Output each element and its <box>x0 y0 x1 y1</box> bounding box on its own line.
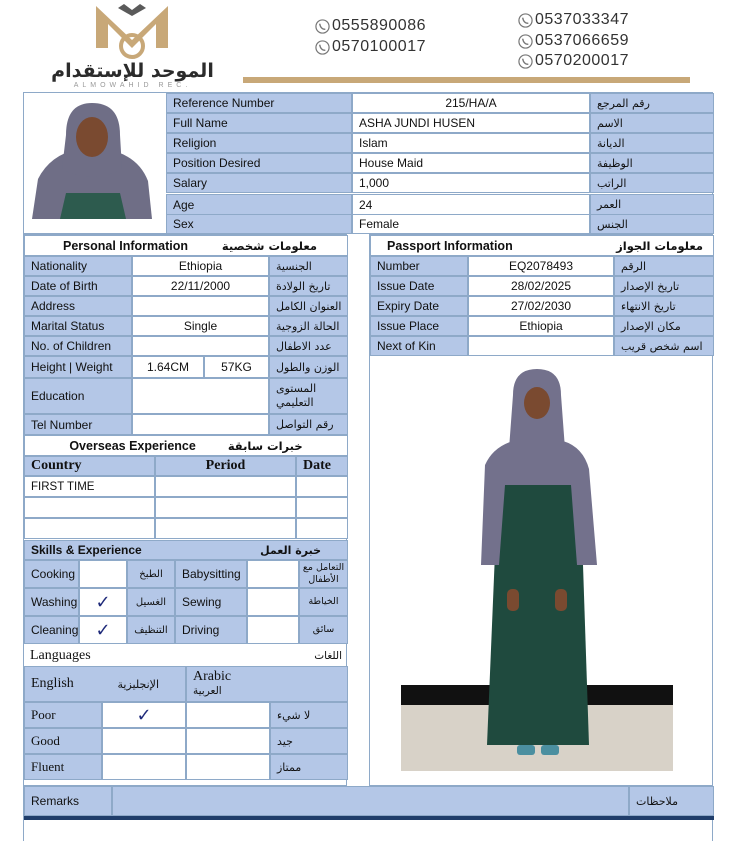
top-row-label-ar: الراتب <box>590 173 714 193</box>
top-row-value: 24 <box>352 194 590 215</box>
remarks-value <box>112 786 629 816</box>
overseas-col-date: Date <box>296 456 348 476</box>
overseas-header <box>24 435 348 456</box>
language-english-check <box>102 728 186 754</box>
phone-right-2 <box>518 32 629 50</box>
personal-row-label-ar: عدد الاطفال <box>269 336 348 356</box>
logo-emblem-icon <box>92 2 172 60</box>
personal-row-label: Date of Birth <box>24 276 132 296</box>
top-row-label: Age <box>166 194 352 215</box>
overseas-row-country: FIRST TIME <box>24 476 155 497</box>
skill-label-ar: التنظيف <box>127 616 175 644</box>
phone-number: 0537033347 <box>535 11 629 28</box>
skill-label-ar: الغسيل <box>127 588 175 616</box>
overseas-row-country <box>24 518 155 539</box>
passport-row-label: Expiry Date <box>370 296 468 316</box>
weight-value: 57KG <box>204 356 269 378</box>
skill-label-2: Driving <box>175 616 247 644</box>
personal-info-title-ar: معلومات شخصية <box>221 238 317 253</box>
height-value: 1.64CM <box>132 356 204 378</box>
language-level-label: Fluent <box>24 754 102 780</box>
passport-row-value: Ethiopia <box>468 316 614 336</box>
top-row-value: Female <box>352 214 590 234</box>
remarks-divider <box>24 816 714 820</box>
skill-label-ar-2 <box>299 588 348 616</box>
personal-row-label: Address <box>24 296 132 316</box>
skill-label-2: Sewing <box>175 588 247 616</box>
personal-row-label: Nationality <box>24 256 132 276</box>
education-ar-line2: التعليمي <box>276 396 314 409</box>
phone-icon <box>518 54 533 69</box>
overseas-row-period <box>155 476 296 497</box>
phone-icon <box>315 40 330 55</box>
skill-ar-line1: التعامل مع <box>302 562 345 573</box>
personal-row-label-ar: تاريخ الولادة <box>269 276 348 296</box>
language-level-label-ar: لا شيء <box>270 702 348 728</box>
passport-row-label: Issue Place <box>370 316 468 336</box>
tel-label: Tel Number <box>24 414 132 435</box>
skill-label: Cleaning <box>24 616 79 644</box>
skill-label: Washing <box>24 588 79 616</box>
skill-ar-line1: الخياطة <box>308 596 339 607</box>
top-row-label-ar: الوظيفة <box>590 153 714 173</box>
top-row-label: Salary <box>166 173 352 193</box>
top-row-label-ar: العمر <box>590 194 714 215</box>
education-label-ar <box>269 378 348 414</box>
remarks-label: Remarks <box>24 786 112 816</box>
arabic-column-header <box>186 666 348 702</box>
tel-value <box>132 414 269 435</box>
top-row-label: Reference Number <box>166 93 352 113</box>
overseas-col-period: Period <box>155 456 296 476</box>
overseas-row-country <box>24 497 155 518</box>
education-value <box>132 378 269 414</box>
passport-title-en: Passport Information <box>387 238 513 253</box>
overseas-title-en: Overseas Experience <box>69 438 196 453</box>
personal-info-title-en: Personal Information <box>63 238 189 253</box>
personal-row-value: 22/11/2000 <box>132 276 269 296</box>
skill-label-ar: الطبخ <box>127 560 175 588</box>
remarks-section <box>23 786 713 841</box>
overseas-title-ar: خبرات سابقة <box>227 438 303 453</box>
education-label: Education <box>24 378 132 414</box>
phone-left-1 <box>315 17 426 35</box>
skill-check-2 <box>247 588 299 616</box>
personal-row-value <box>132 296 269 316</box>
skill-label-ar-2 <box>299 616 348 644</box>
english-en: English <box>31 676 74 691</box>
languages-title-en: Languages <box>30 648 91 663</box>
skills-header <box>24 540 348 560</box>
personal-row-label-ar: العنوان الكامل <box>269 296 348 316</box>
language-arabic-check <box>186 754 270 780</box>
passport-row-label: Issue Date <box>370 276 468 296</box>
skill-label-2: Babysitting <box>175 560 247 588</box>
top-row-value: House Maid <box>352 153 590 173</box>
phone-number: 0537066659 <box>535 32 629 49</box>
personal-info-header <box>24 235 348 256</box>
phone-icon <box>518 34 533 49</box>
top-row-value: 1,000 <box>352 173 590 193</box>
phone-icon <box>315 19 330 34</box>
passport-row-value <box>468 336 614 356</box>
left-column <box>23 234 347 786</box>
top-row-label-ar: رقم المرجع <box>590 93 714 113</box>
skill-ar-line1: سائق <box>312 624 335 635</box>
skill-check: ✓ <box>79 588 127 616</box>
top-row-value: 215/HA/A <box>352 93 590 113</box>
language-english-check: ✓ <box>102 702 186 728</box>
passport-row-label: Next of Kin <box>370 336 468 356</box>
tel-label-ar: رقم التواصل <box>269 414 348 435</box>
logo-latin-text: ALMOWAHID REC. <box>73 82 192 89</box>
overseas-row-date <box>296 497 348 518</box>
skill-label: Cooking <box>24 560 79 588</box>
top-row-label: Full Name <box>166 113 352 133</box>
language-english-check <box>102 754 186 780</box>
arabic-en: Arabic <box>193 669 232 684</box>
logo-arabic-text: الموحد للإستقدام <box>51 60 214 82</box>
arabic-ar: العربية <box>193 685 222 697</box>
passport-row-label-ar: الرقم <box>614 256 714 276</box>
right-column <box>369 234 713 786</box>
language-level-label-ar: جيد <box>270 728 348 754</box>
passport-title-ar: معلومات الجواز <box>616 238 703 253</box>
phone-number: 0570200017 <box>535 52 629 69</box>
phone-icon <box>518 13 533 28</box>
languages-header <box>24 646 348 666</box>
personal-row-value: Single <box>132 316 269 336</box>
top-row-label: Sex <box>166 214 352 234</box>
header <box>0 0 735 90</box>
skills-title-ar: خبرة العمل <box>260 543 321 557</box>
skills-title-en: Skills & Experience <box>31 543 142 557</box>
top-row-value: Islam <box>352 133 590 153</box>
personal-row-label: No. of Children <box>24 336 132 356</box>
skill-check-2 <box>247 616 299 644</box>
top-row-label-ar: الاسم <box>590 113 714 133</box>
height-weight-label: Height | Weight <box>24 356 132 378</box>
phone-left-2 <box>315 38 426 56</box>
overseas-row-date <box>296 518 348 539</box>
top-row-label: Religion <box>166 133 352 153</box>
skill-check: ✓ <box>79 616 127 644</box>
applicant-full-photo <box>401 365 673 771</box>
skill-check-2 <box>247 560 299 588</box>
top-row-label-ar: الجنس <box>590 214 714 234</box>
language-level-label: Good <box>24 728 102 754</box>
english-ar: الإنجليزية <box>117 677 159 691</box>
passport-header <box>370 235 714 256</box>
top-row-label: Position Desired <box>166 153 352 173</box>
top-row-value: ASHA JUNDI HUSEN <box>352 113 590 133</box>
passport-row-label: Number <box>370 256 468 276</box>
personal-row-value <box>132 336 269 356</box>
overseas-row-period <box>155 518 296 539</box>
top-section <box>23 92 713 234</box>
passport-row-value: EQ2078493 <box>468 256 614 276</box>
top-row-label-ar: الديانة <box>590 133 714 153</box>
phone-right-1 <box>518 11 629 29</box>
personal-row-value: Ethiopia <box>132 256 269 276</box>
language-arabic-check <box>186 728 270 754</box>
skill-label-ar-2 <box>299 560 348 588</box>
overseas-row-date <box>296 476 348 497</box>
personal-row-label: Marital Status <box>24 316 132 336</box>
passport-row-value: 27/02/2030 <box>468 296 614 316</box>
applicant-headshot <box>30 99 154 219</box>
overseas-row-period <box>155 497 296 518</box>
passport-row-value: 28/02/2025 <box>468 276 614 296</box>
english-column-header <box>24 666 186 702</box>
education-ar-line1: المستوى <box>276 382 317 395</box>
height-weight-label-ar: الوزن والطول <box>269 356 348 378</box>
language-level-label-ar: ممتاز <box>270 754 348 780</box>
phone-number: 0555890086 <box>332 17 426 34</box>
passport-row-label-ar: تاريخ الانتهاء <box>614 296 714 316</box>
passport-row-label-ar: مكان الإصدار <box>614 316 714 336</box>
overseas-col-country: Country <box>24 456 155 476</box>
header-divider <box>243 77 690 83</box>
personal-row-label-ar: الحالة الزوجية <box>269 316 348 336</box>
language-arabic-check <box>186 702 270 728</box>
language-level-label: Poor <box>24 702 102 728</box>
skill-check <box>79 560 127 588</box>
passport-row-label-ar: اسم شخص قريب <box>614 336 714 356</box>
phone-right-3 <box>518 52 629 70</box>
remarks-label-ar: ملاحظات <box>629 786 714 816</box>
languages-title-ar: اللغات <box>314 650 342 662</box>
passport-row-label-ar: تاريخ الإصدار <box>614 276 714 296</box>
phone-number: 0570100017 <box>332 38 426 55</box>
personal-row-label-ar: الجنسية <box>269 256 348 276</box>
company-logo <box>40 2 225 88</box>
skill-ar-line2: الأطفال <box>308 574 339 585</box>
